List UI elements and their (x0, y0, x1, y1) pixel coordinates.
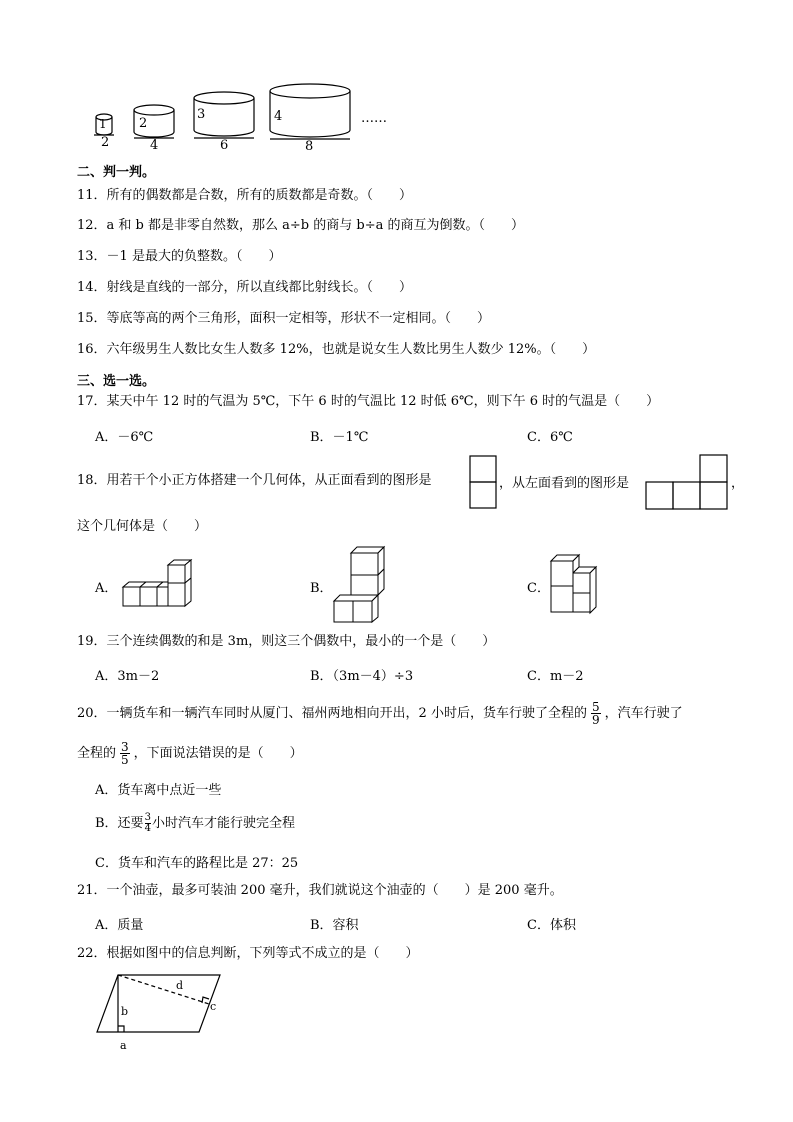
q19-option-a[interactable]: A．3m－2 (95, 669, 160, 684)
q20-option-c[interactable]: C．货车和汽车的路程比是 27：25 (95, 856, 299, 871)
q20-fraction-1: $\frac{5}{9}$ (591, 700, 600, 727)
question-18-text-4: 这个几何体是（ ） (77, 519, 208, 534)
question-16: 16．六年级男生人数比女生人数多 12%，也就是说女生人数比男生人数少 12%。（ ） (77, 342, 596, 357)
question-19: 19．三个连续偶数的和是 3m，则这三个偶数中，最小的一个是（ ） (77, 634, 496, 649)
cylinder-1-width: 2 (101, 135, 110, 150)
q17-option-c[interactable]: C．6℃ (527, 430, 573, 445)
q20-fraction-2: $\frac{3}{5}$ (121, 740, 129, 767)
q18-option-c-figure (548, 553, 600, 615)
q21-option-b[interactable]: B．容积 (310, 918, 359, 933)
ellipsis: …… (361, 111, 387, 126)
q20-text-1: 20．一辆货车和一辆汽车同时从厦门、福州两地相向开出，2 小时后，货车行驶了全程的 (77, 706, 587, 721)
question-20-line-1 (77, 701, 683, 726)
cylinder-3-width: 6 (220, 138, 229, 153)
q20-text-2: ，汽车行驶了 (604, 706, 683, 721)
q20-option-b-fraction: $\frac{3}{4}$ (144, 812, 151, 834)
question-21: 21．一个油壶，最多可装油 200 毫升，我们就说这个油壶的（ ）是 200 毫升。 (77, 883, 563, 898)
q20-option-a[interactable]: A．货车离中点近一些 (95, 783, 222, 798)
question-20-line-2 (77, 741, 303, 766)
question-13: 13．－1 是最大的负整数。（ ） (77, 249, 282, 264)
question-18-text-3: ， (731, 476, 745, 491)
q17-option-a[interactable]: A．－6℃ (95, 430, 154, 445)
cylinder-4-width: 8 (305, 139, 314, 154)
cylinder-2-height: 2 (139, 116, 148, 131)
q18-front-view (469, 455, 497, 509)
q18-left-view (645, 454, 729, 510)
label-d: d (176, 979, 184, 992)
q18-option-a[interactable]: A． (95, 581, 118, 596)
q18-option-b-figure (332, 545, 388, 623)
question-12: 12．a 和 b 都是非零自然数，那么 a÷b 的商与 b÷a 的商互为倒数。（ ） (77, 218, 524, 233)
q17-option-b[interactable]: B．－1℃ (310, 430, 369, 445)
question-17: 17．某天中午 12 时的气温为 5℃，下午 6 时的气温比 12 时低 6℃，则下午 6 时的气温是（ ） (77, 394, 660, 409)
q18-option-b[interactable]: B． (310, 581, 333, 596)
question-22: 22．根据如图中的信息判断，下列等式不成立的是（ ） (77, 946, 419, 961)
cylinders-figure (85, 80, 405, 155)
label-b: b (121, 1005, 129, 1018)
question-15: 15．等底等高的两个三角形，面积一定相等，形状不一定相同。（ ） (77, 311, 491, 326)
q20-option-b[interactable]: B．还要 $\frac{3}{4}$ 小时汽车才能行驶完全程 (95, 812, 295, 834)
section-choose-title: 三、选一选。 (77, 374, 156, 389)
section-judge-title: 二、判一判。 (77, 165, 156, 180)
q21-option-c[interactable]: C．体积 (527, 918, 576, 933)
cylinder-2-width: 4 (150, 138, 159, 153)
cylinder-3-height: 3 (197, 107, 206, 122)
q20-text-4: ，下面说法错误的是（ ） (133, 746, 303, 761)
cylinder-1-height: 1 (99, 117, 107, 131)
q18-option-a-figure (118, 558, 194, 612)
q21-option-a[interactable]: A．质量 (95, 918, 144, 933)
parallelogram-figure (92, 970, 228, 1054)
question-18-text-1: 18．用若干个小正方体搭建一个几何体，从正面看到的图形是 (77, 473, 432, 488)
question-18-text-2: ，从左面看到的图形是 (499, 476, 630, 491)
q19-option-c[interactable]: C．m－2 (527, 669, 584, 684)
label-c: c (210, 1000, 217, 1013)
q19-option-b[interactable]: B．（3m－4）÷3 (310, 669, 414, 684)
cylinder-4-height: 4 (274, 109, 283, 124)
question-11: 11．所有的偶数都是合数，所有的质数都是奇数。（ ） (77, 188, 413, 203)
q20-text-3: 全程的 (77, 746, 117, 761)
q18-option-c[interactable]: C． (527, 581, 550, 596)
question-14: 14．射线是直线的一部分，所以直线都比射线长。（ ） (77, 280, 413, 295)
label-a: a (120, 1039, 127, 1052)
